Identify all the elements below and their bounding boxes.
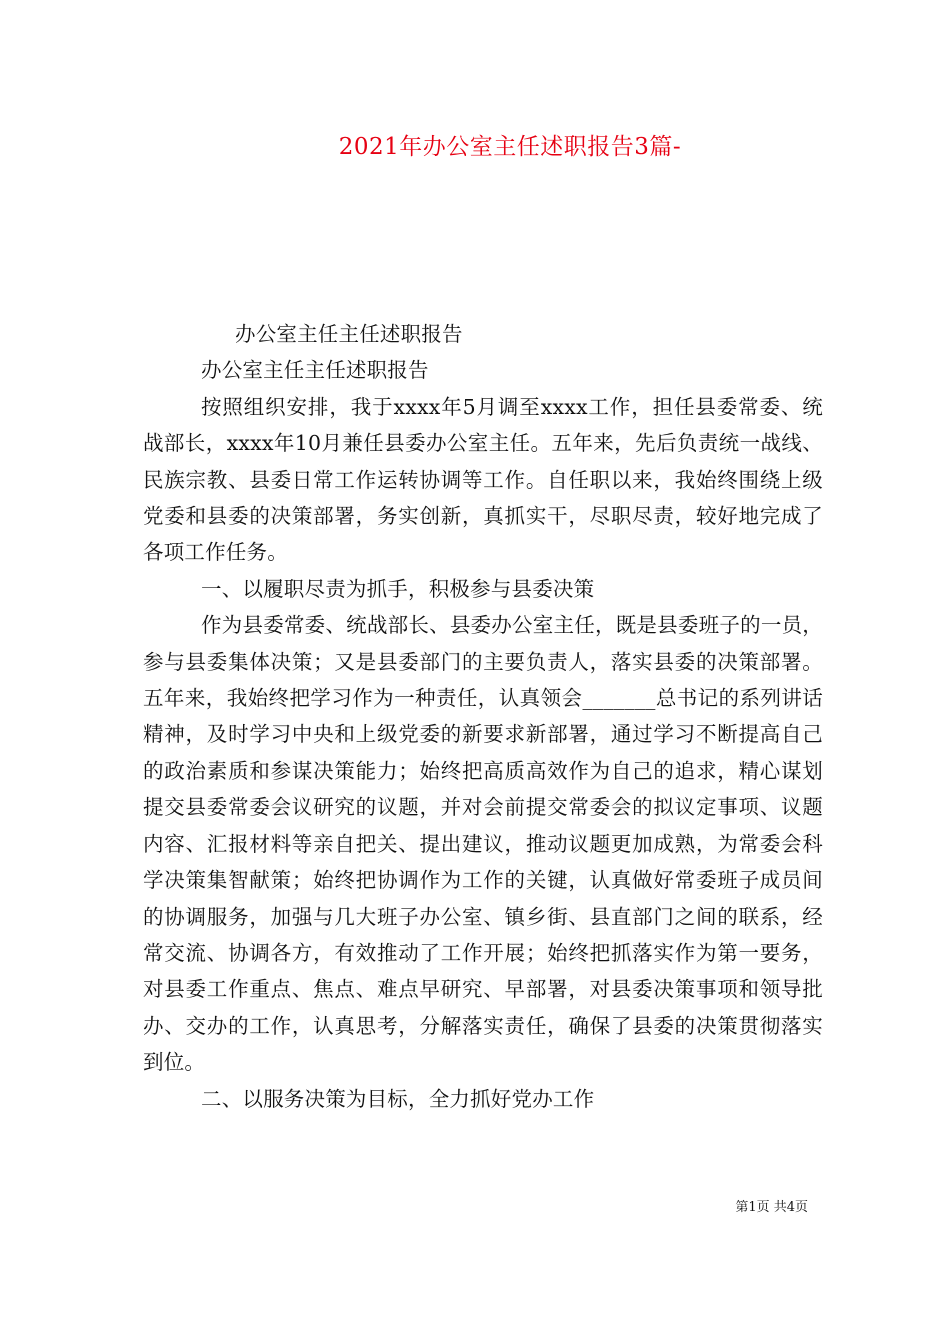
report-subtitle-repeat: 办公室主任主任述职报告 bbox=[201, 358, 429, 383]
section-heading-2: 二、以服务决策为目标，全力抓好党办工作 bbox=[201, 1086, 595, 1111]
report-subtitle: 办公室主任主任述职报告 bbox=[235, 322, 463, 346]
document-body bbox=[143, 316, 823, 1117]
section-1-paragraph: 作为县委常委、统战部长、县委办公室主任，既是县委班子的一员，参与县委集体决策；又是县委部门的主要负责人，落实县委的决策部署。五年来，我始终把学习作为一种责任，认真领会_______总书记的系列讲话精神，及时学习中央和上级党委的新要求新部署，通过学习不断提高自己的政治素质和参谋决策能力；始终把高质高效作为自己的追求，精心谋划提交县委常委会议研究的议题，并对会前提交常委会的拟议定事项、议题内容、汇报材料等亲自把关、提出建议，推动议题更加成熟，为常委会科学决策集智献策；始终把协调作为工作的关键，认真做好常委班子成员间的协调服务，加强与几大班子办公室、镇乡街、县直部门之间的联系，经常交流、协调各方，有效推动了工作开展；始终把抓落实作为第一要务，对县委工作重点、焦点、难点早研究、早部署，对县委决策事项和领导批办、交办的工作，认真思考，分解落实责任，确保了县委的决策贯彻落实到位。 bbox=[143, 613, 823, 1075]
page-number-footer: 第1页 共4页 bbox=[735, 1200, 808, 1215]
section-heading-1: 一、以履职尽责为抓手，积极参与县委决策 bbox=[201, 576, 595, 601]
document-title: 2021年办公室主任述职报告3篇- bbox=[338, 134, 682, 160]
intro-paragraph: 按照组织安排，我于xxxx年5月调至xxxx工作，担任县委常委、统战部长，xxxx年10月兼任县委办公室主任。五年来，先后负责统一战线、民族宗教、县委日常工作运转协调等工作。自任职以来，我始终围绕上级党委和县委的决策部署，务实创新，真抓实干，尽职尽责，较好地完成了各项工作任务。 bbox=[143, 394, 823, 565]
